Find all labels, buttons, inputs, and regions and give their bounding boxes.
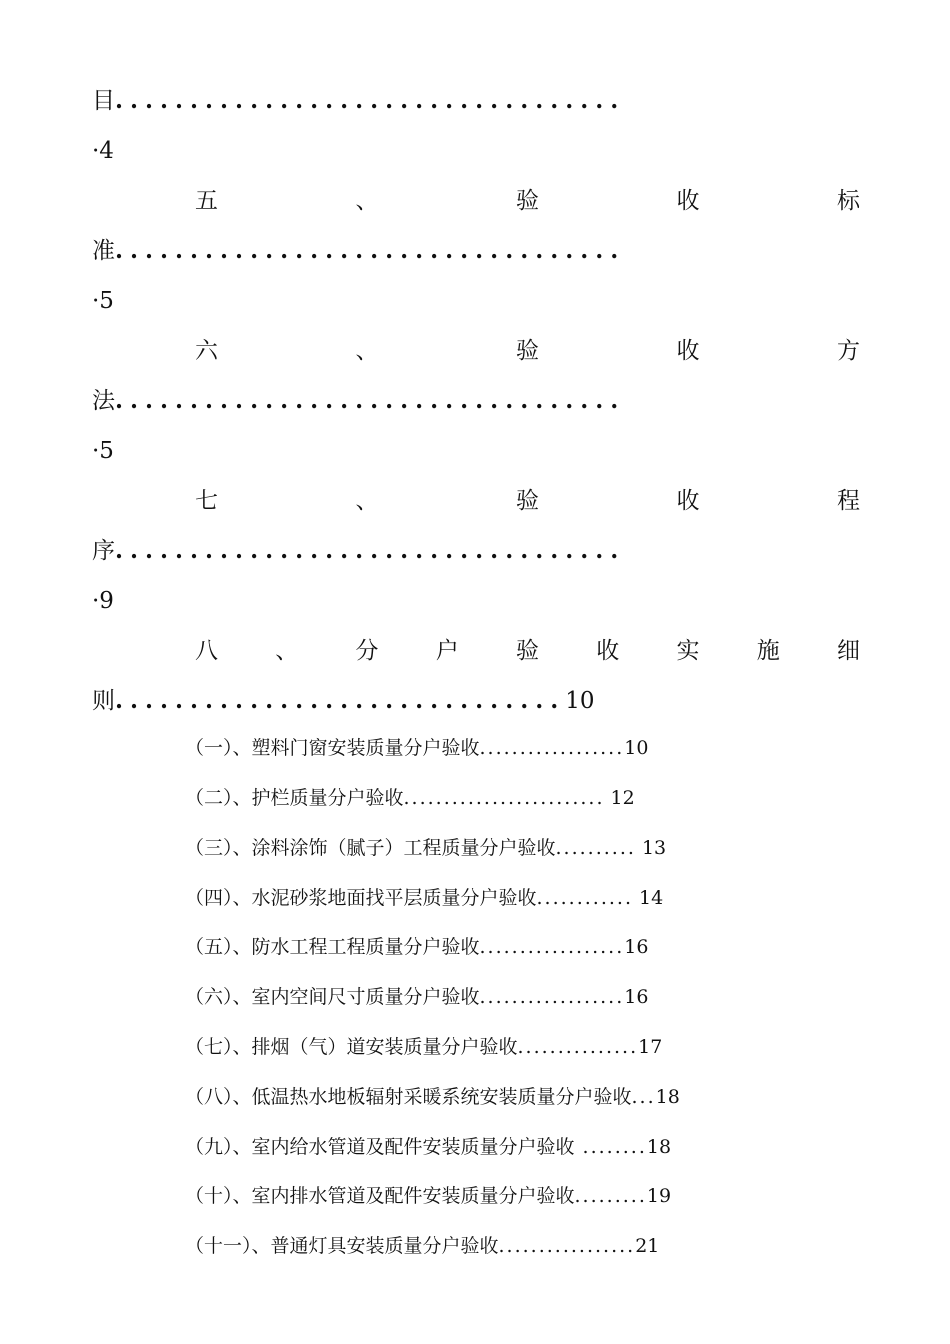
toc-page: 18 [646,1136,672,1158]
toc-page: 18 [655,1086,680,1108]
toc-subitem[interactable] [185,1132,785,1162]
toc-item-7-heading[interactable] [195,484,860,518]
toc-page: 19 [646,1185,672,1207]
toc-char: 施 [756,638,780,664]
toc-leader-dots: ............... [517,1036,639,1058]
toc-item-5-leader [92,234,860,268]
toc-char: 验 [516,338,539,364]
toc-char: 目 [92,88,115,114]
toc-char: 、 [355,488,379,514]
toc-item-8-heading[interactable] [195,634,860,668]
toc-page: ·4 [92,138,114,164]
toc-subitem-title: （一）、塑料门窗安装质量分户验收 [185,737,480,759]
toc-item-7-page [92,584,860,618]
toc-char: 收 [676,338,700,364]
toc-subitem[interactable] [185,883,785,913]
toc-item-5-heading[interactable] [195,184,860,218]
toc-subitem[interactable] [185,783,785,813]
toc-char: 分 [355,638,379,664]
toc-page: 17 [638,1036,663,1058]
toc-item-8-leader [92,684,860,718]
toc-char: 、 [355,188,379,214]
toc-char: 方 [837,338,860,364]
toc-page: 10 [565,688,595,714]
toc-char: 细 [837,638,860,664]
toc-subitem-title: （九）、室内给水管道及配件安装质量分户验收 [185,1136,575,1158]
toc-char: 验 [516,188,539,214]
toc-char: 则 [92,688,115,714]
toc-leader-dots: .................................. [115,537,626,564]
toc-item-6-leader [92,384,860,418]
toc-char: 收 [676,488,700,514]
toc-leader-dots: ......................... [403,787,605,809]
toc-line-mu [92,84,860,118]
toc-char: 六 [195,338,218,364]
toc-page: ·5 [92,438,114,464]
toc-leader-dots: .................................. [115,237,626,264]
toc-char: 收 [596,638,620,664]
toc-leader-dots: ... [631,1086,656,1108]
toc-leader-dots: .................................. [115,87,626,114]
toc-subitem[interactable] [185,1231,785,1261]
toc-leader-dots: .................................. [115,387,626,414]
toc-leader-dots: .................. [479,986,625,1008]
toc-page: 14 [633,887,664,909]
toc-item-6-heading[interactable] [195,334,860,368]
toc-subitem[interactable] [185,833,785,863]
toc-subitem[interactable] [185,932,785,962]
toc-page-number [92,134,860,168]
toc-item-6-page [92,434,860,468]
toc-page: ·9 [92,588,114,614]
toc-subitem-title: （七）、排烟（气）道安装质量分户验收 [185,1036,518,1058]
toc-char: 法 [92,388,115,414]
toc-item-7-leader [92,534,860,568]
toc-char: 、 [275,638,299,664]
toc-char: 收 [676,188,700,214]
toc-page: 13 [635,837,667,859]
toc-char: 五 [195,188,218,214]
toc-leader-dots: ........ [574,1136,647,1158]
toc-char: 标 [837,188,860,214]
toc-subitem-title: （三）、涂料涂饰（腻子）工程质量分户验收 [185,837,556,859]
toc-subitem-title: （六）、室内空间尺寸质量分户验收 [185,986,480,1008]
toc-subitem-title: （十一）、普通灯具安装质量分户验收 [185,1235,499,1257]
toc-page: 16 [624,936,649,958]
toc-item-5-page [92,284,860,318]
toc-leader-dots: .................. [479,737,625,759]
toc-subitem-title: （二）、护栏质量分户验收 [185,787,404,809]
toc-char: 七 [195,488,218,514]
toc-page: 16 [624,986,649,1008]
toc-leader-dots: ................. [498,1235,636,1257]
toc-char: 实 [676,638,700,664]
toc-subitem[interactable] [185,1082,785,1112]
toc-char: 八 [195,638,218,664]
toc-subitem-title: （十）、室内排水管道及配件安装质量分户验收 [185,1185,575,1207]
toc-subitem[interactable] [185,1181,785,1211]
toc-char: 序 [92,538,115,564]
toc-char: 验 [516,638,539,664]
toc-subitem-title: （四）、水泥砂浆地面找平层质量分户验收 [185,887,537,909]
toc-leader-dots: .................. [479,936,625,958]
toc-subitem-title: （五）、防水工程工程质量分户验收 [185,936,480,958]
toc-subitem-title: （八）、低温热水地板辐射采暖系统安装质量分户验收 [185,1086,632,1108]
toc-char: 户 [435,638,459,664]
toc-page: 10 [624,737,649,759]
toc-char: 程 [837,488,860,514]
toc-char: 验 [516,488,539,514]
toc-subitem[interactable] [185,982,785,1012]
toc-leader-dots: ............ [536,887,633,909]
toc-leader-dots: ......... [574,1185,647,1207]
toc-page: 12 [604,787,635,809]
toc-subitem[interactable] [185,1032,785,1062]
toc-char: 、 [355,338,379,364]
toc-page: ·5 [92,288,114,314]
toc-subitem[interactable] [185,733,785,763]
toc-char: 准 [92,238,115,264]
toc-leader-dots: .......... [555,837,636,859]
toc-leader-dots: .............................. [115,687,566,714]
toc-page: 21 [635,1235,660,1257]
